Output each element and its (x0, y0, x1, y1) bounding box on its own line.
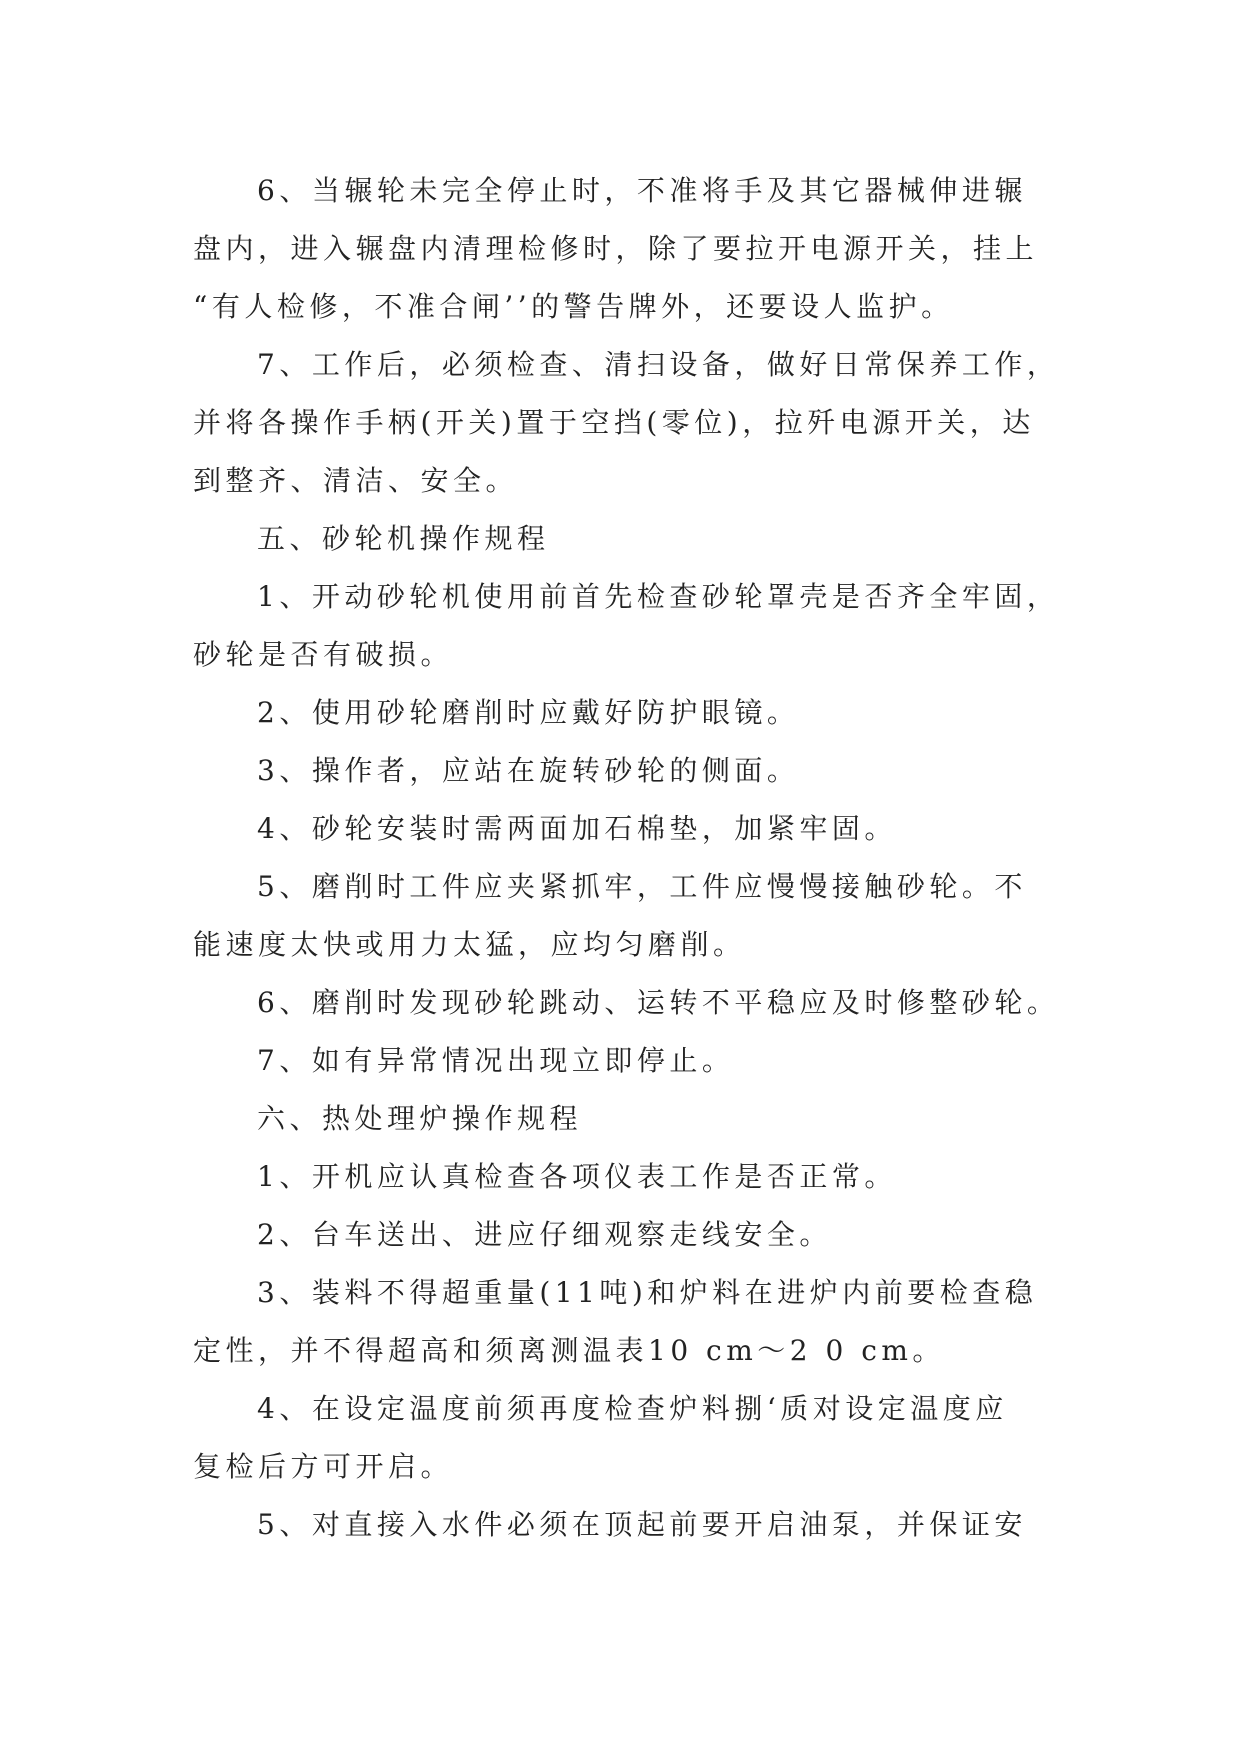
document-body (193, 162, 1059, 1554)
text-line: 7、如有异常情况出现立即停止。 (257, 1044, 735, 1077)
text-line: 五、砂轮机操作规程 (257, 522, 550, 555)
text-line: 定性，并不得超高和须离测温表10 cm～2 0 cm。 (193, 1334, 945, 1367)
text-line: 到整齐、清洁、安全。 (193, 464, 519, 497)
text-line: 2、台车送出、进应仔细观察走线安全。 (257, 1218, 832, 1251)
text-line: 砂轮是否有破损。 (193, 638, 454, 671)
text-line: 5、对直接入水件必须在顶起前要开启油泵，并保证安 (257, 1508, 1027, 1541)
text-line: 1、开机应认真检查各项仪表工作是否正常。 (257, 1160, 897, 1193)
text-line: 1、开动砂轮机使用前首先检查砂轮罩壳是否齐全牢固， (257, 580, 1060, 613)
text-line: 6、当辗轮未完全停止时，不准将手及其它器械伸进辗 (257, 174, 1027, 207)
text-line: 盘内，进入辗盘内清理检修时，除了要拉开电源开关，挂上 (193, 232, 1039, 265)
text-line: 5、磨削时工件应夹紧抓牢，工件应慢慢接触砂轮。不 (257, 870, 1027, 903)
text-line: “有人检修，不准合闸’’的警告牌外，还要设人监护。 (193, 290, 954, 323)
text-line: 4、在设定温度前须再度检查炉料捌‘质对设定温度应 (257, 1392, 1008, 1425)
text-line: 复检后方可开启。 (193, 1450, 454, 1483)
text-line: 6、磨削时发现砂轮跳动、运转不平稳应及时修整砂轮。 (257, 986, 1060, 1019)
text-line: 2、使用砂轮磨削时应戴好防护眼镜。 (257, 696, 800, 729)
text-line: 并将各操作手柄(开关)置于空挡(零位)，拉歼电源开关，达 (193, 406, 1035, 439)
text-line: 3、操作者，应站在旋转砂轮的侧面。 (257, 754, 800, 787)
text-line: 4、砂轮安装时需两面加石棉垫，加紧牢固。 (257, 812, 897, 845)
text-line: 六、热处理炉操作规程 (257, 1102, 583, 1135)
text-line: 7、工作后，必须检查、清扫设备，做好日常保养工作， (257, 348, 1060, 381)
text-line: 3、装料不得超重量(11吨)和炉料在进炉内前要检查稳 (257, 1276, 1038, 1309)
text-line: 能速度太快或用力太猛，应均匀磨削。 (193, 928, 746, 961)
